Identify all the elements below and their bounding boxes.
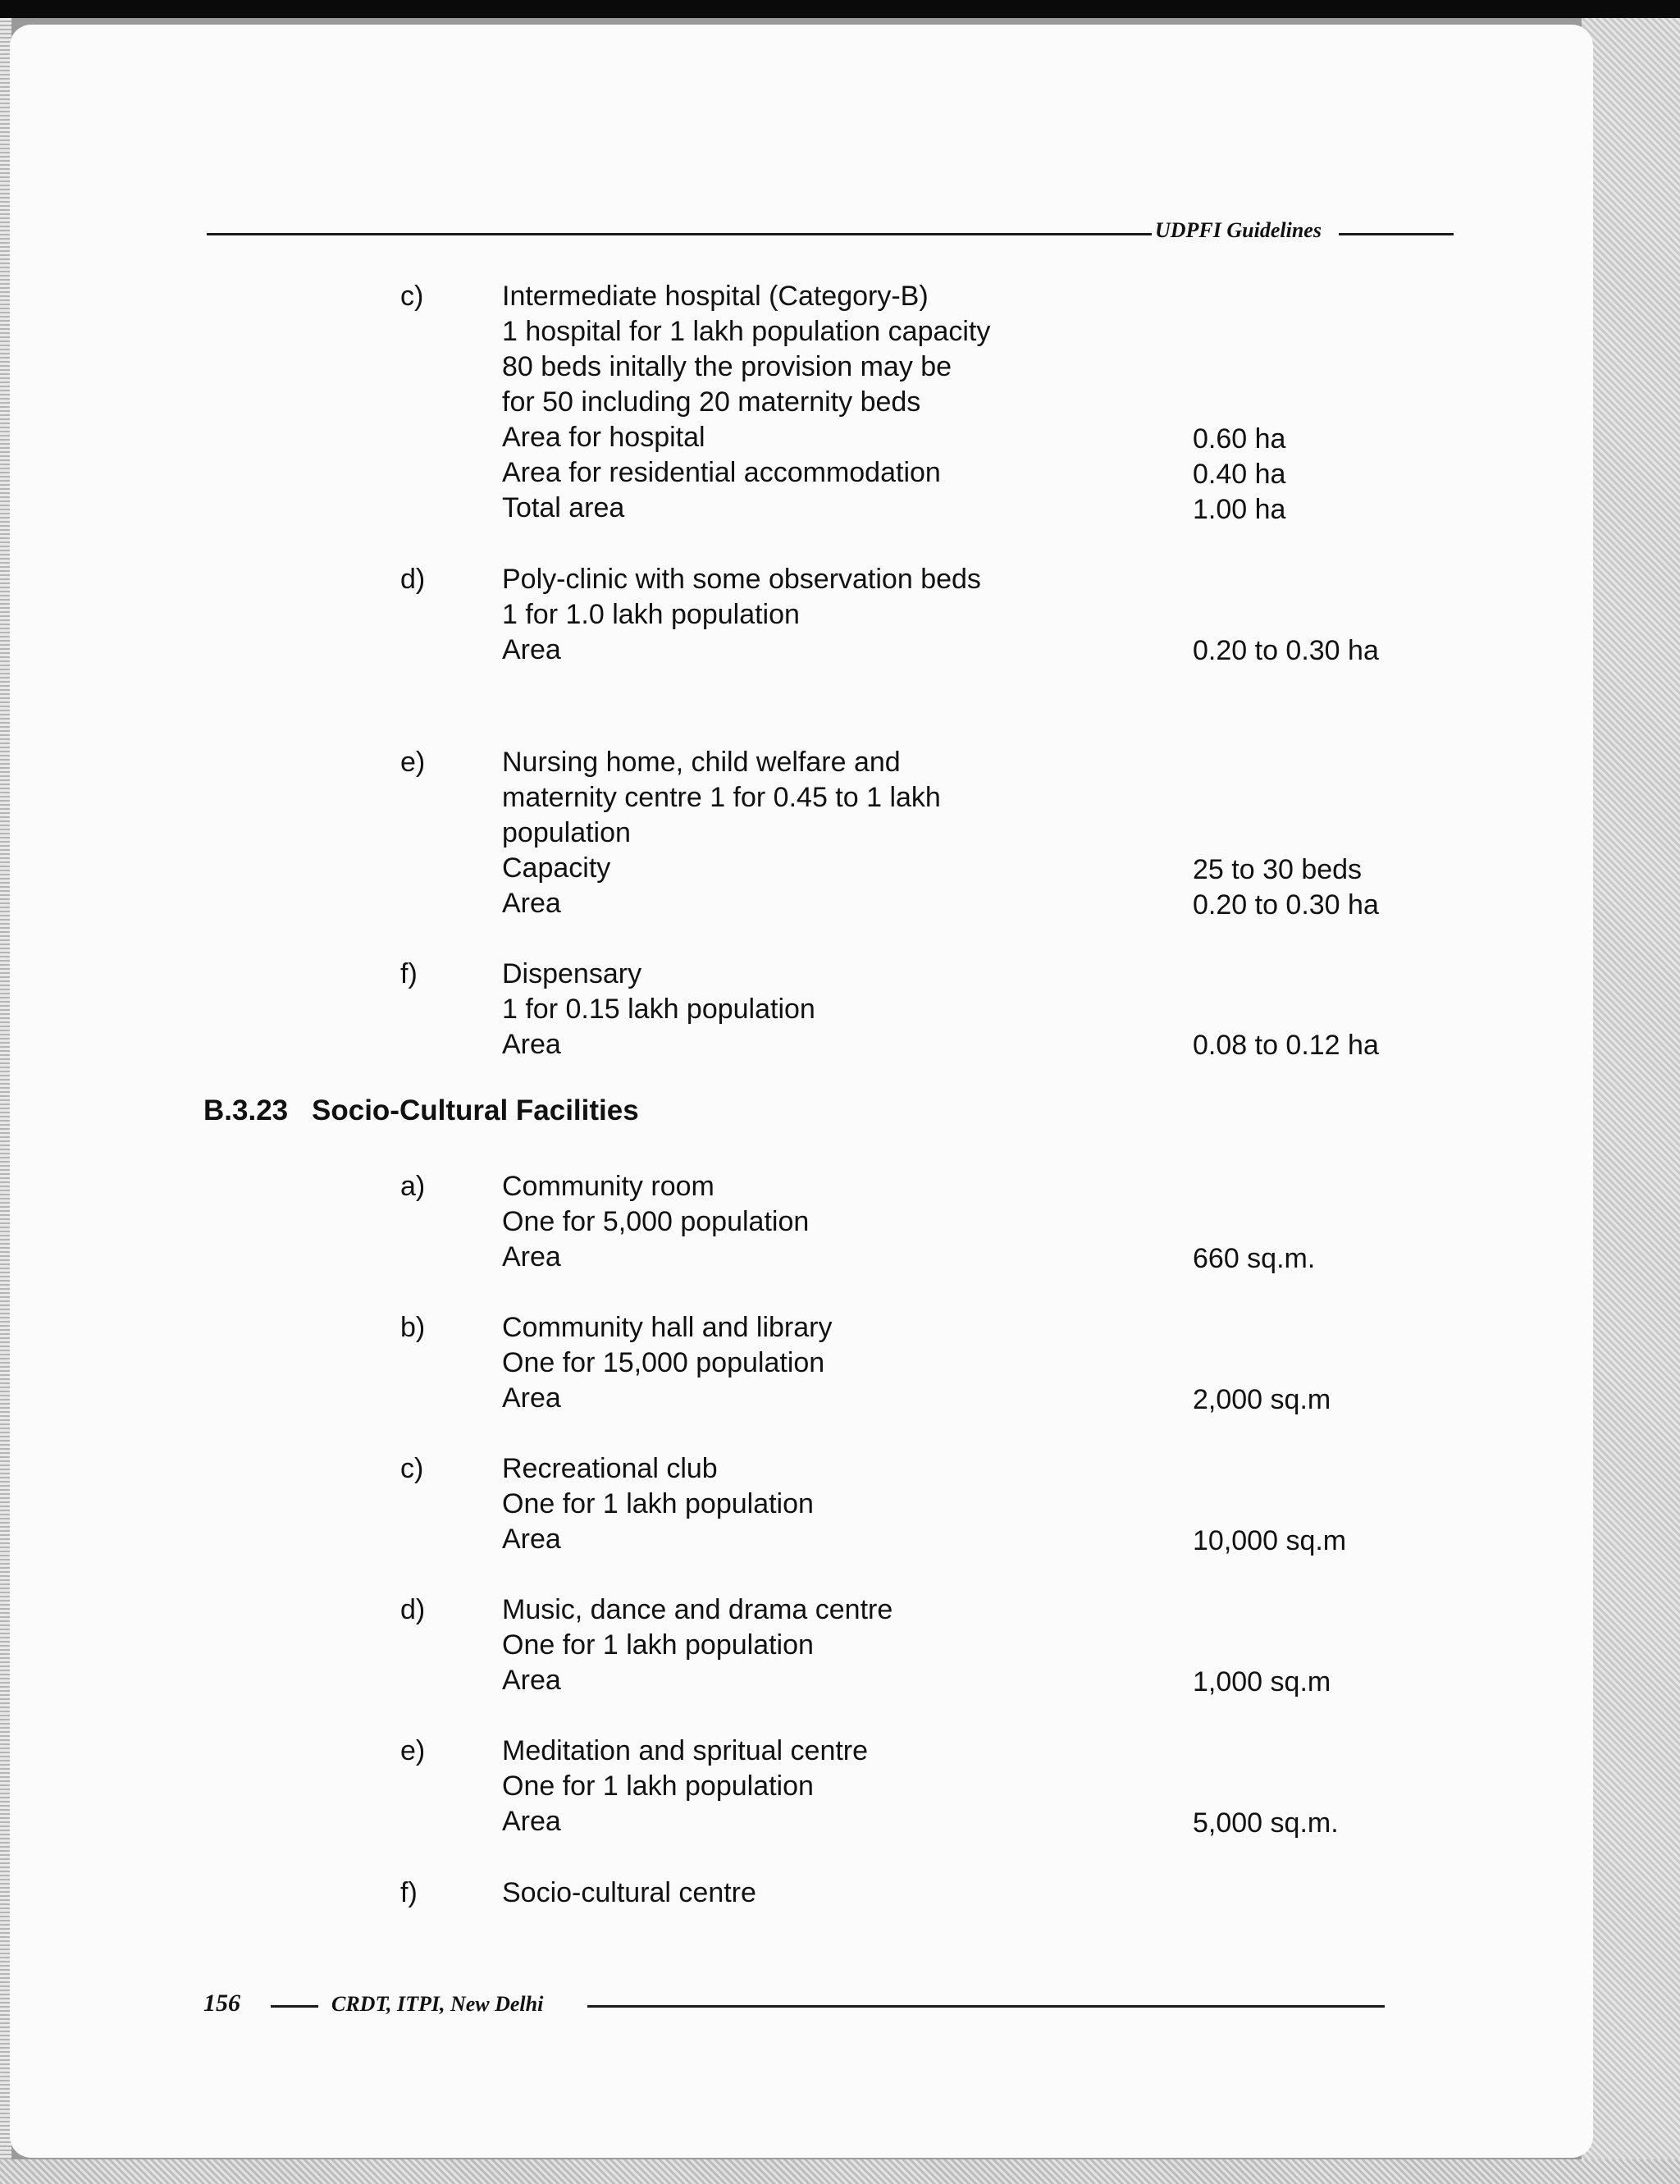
item-marker: a) <box>400 1171 426 1202</box>
header-label: UDPFI Guidelines <box>1155 218 1322 242</box>
item-line: Area for hospital <box>502 422 705 453</box>
footer-rule-long <box>587 2005 1385 2008</box>
item-marker: c) <box>400 281 424 312</box>
item-line: Nursing home, child welfare and <box>502 747 901 778</box>
item-line: Community hall and library <box>502 1312 833 1343</box>
item-line: Area <box>502 1806 561 1837</box>
item-line: Dispensary <box>502 958 642 989</box>
item-line: Area <box>502 888 561 919</box>
item-line: Socio-cultural centre <box>502 1877 756 1908</box>
item-value: 660 sq.m. <box>1193 1243 1316 1274</box>
item-line: Total area <box>502 492 625 523</box>
item-marker: f) <box>400 958 418 989</box>
item-line: One for 1 lakh population <box>502 1629 814 1661</box>
scan-bottom-edge <box>0 2159 1680 2184</box>
item-line: One for 1 lakh population <box>502 1488 814 1519</box>
item-line: Poly-clinic with some observation beds <box>502 564 981 595</box>
item-line: Area <box>502 1382 561 1414</box>
section-title: Socio-Cultural Facilities <box>312 1094 639 1126</box>
item-value: 0.20 to 0.30 ha <box>1193 635 1379 666</box>
header-rule-right <box>1339 233 1454 235</box>
item-value: 0.40 ha <box>1193 459 1286 490</box>
item-marker: e) <box>400 747 426 778</box>
footer-label: CRDT, ITPI, New Delhi <box>331 1992 544 2016</box>
item-value: 0.20 to 0.30 ha <box>1193 889 1379 921</box>
item-line: 1 hospital for 1 lakh population capacity <box>502 316 991 347</box>
item-line: Community room <box>502 1171 714 1202</box>
section-number: B.3.23 <box>203 1094 289 1126</box>
item-line: One for 15,000 population <box>502 1347 825 1378</box>
item-value: 2,000 sq.m <box>1193 1384 1331 1415</box>
item-value: 0.60 ha <box>1193 423 1286 455</box>
item-marker: b) <box>400 1312 426 1343</box>
item-value: 25 to 30 beds <box>1193 854 1363 885</box>
item-line: 1 for 1.0 lakh population <box>502 599 800 630</box>
scan-right-edge <box>1582 18 1680 2184</box>
item-marker: c) <box>400 1453 424 1484</box>
item-line: population <box>502 817 631 848</box>
item-line: Area <box>502 1241 561 1272</box>
item-line: 80 beds initally the provision may be <box>502 351 952 382</box>
footer-rule-short <box>271 2005 318 2008</box>
item-value: 5,000 sq.m. <box>1193 1807 1339 1839</box>
item-value: 0.08 to 0.12 ha <box>1193 1030 1379 1061</box>
page-number: 156 <box>203 1990 240 2017</box>
item-marker: e) <box>400 1735 426 1766</box>
item-line: maternity centre 1 for 0.45 to 1 lakh <box>502 782 941 813</box>
item-marker: d) <box>400 1594 426 1625</box>
item-marker: d) <box>400 564 426 595</box>
item-value: 1.00 ha <box>1193 494 1286 525</box>
item-line: for 50 including 20 maternity beds <box>502 386 921 418</box>
scan-top-edge <box>0 0 1680 18</box>
item-line: Recreational club <box>502 1453 718 1484</box>
item-marker: f) <box>400 1877 418 1908</box>
item-line: One for 1 lakh population <box>502 1771 814 1802</box>
item-line: Area <box>502 1665 561 1696</box>
item-line: Area for residential accommodation <box>502 457 941 488</box>
item-line: One for 5,000 population <box>502 1206 810 1237</box>
item-line: 1 for 0.15 lakh population <box>502 994 815 1025</box>
item-line: Capacity <box>502 852 611 884</box>
item-line: Intermediate hospital (Category-B) <box>502 281 929 312</box>
item-value: 10,000 sq.m <box>1193 1525 1347 1556</box>
item-line: Area <box>502 1524 561 1555</box>
item-line: Area <box>502 634 561 665</box>
item-line: Meditation and spritual centre <box>502 1735 869 1766</box>
item-value: 1,000 sq.m <box>1193 1666 1331 1697</box>
item-line: Area <box>502 1029 561 1060</box>
header-rule-left <box>207 233 1152 235</box>
document-page <box>10 25 1593 2158</box>
item-line: Music, dance and drama centre <box>502 1594 893 1625</box>
